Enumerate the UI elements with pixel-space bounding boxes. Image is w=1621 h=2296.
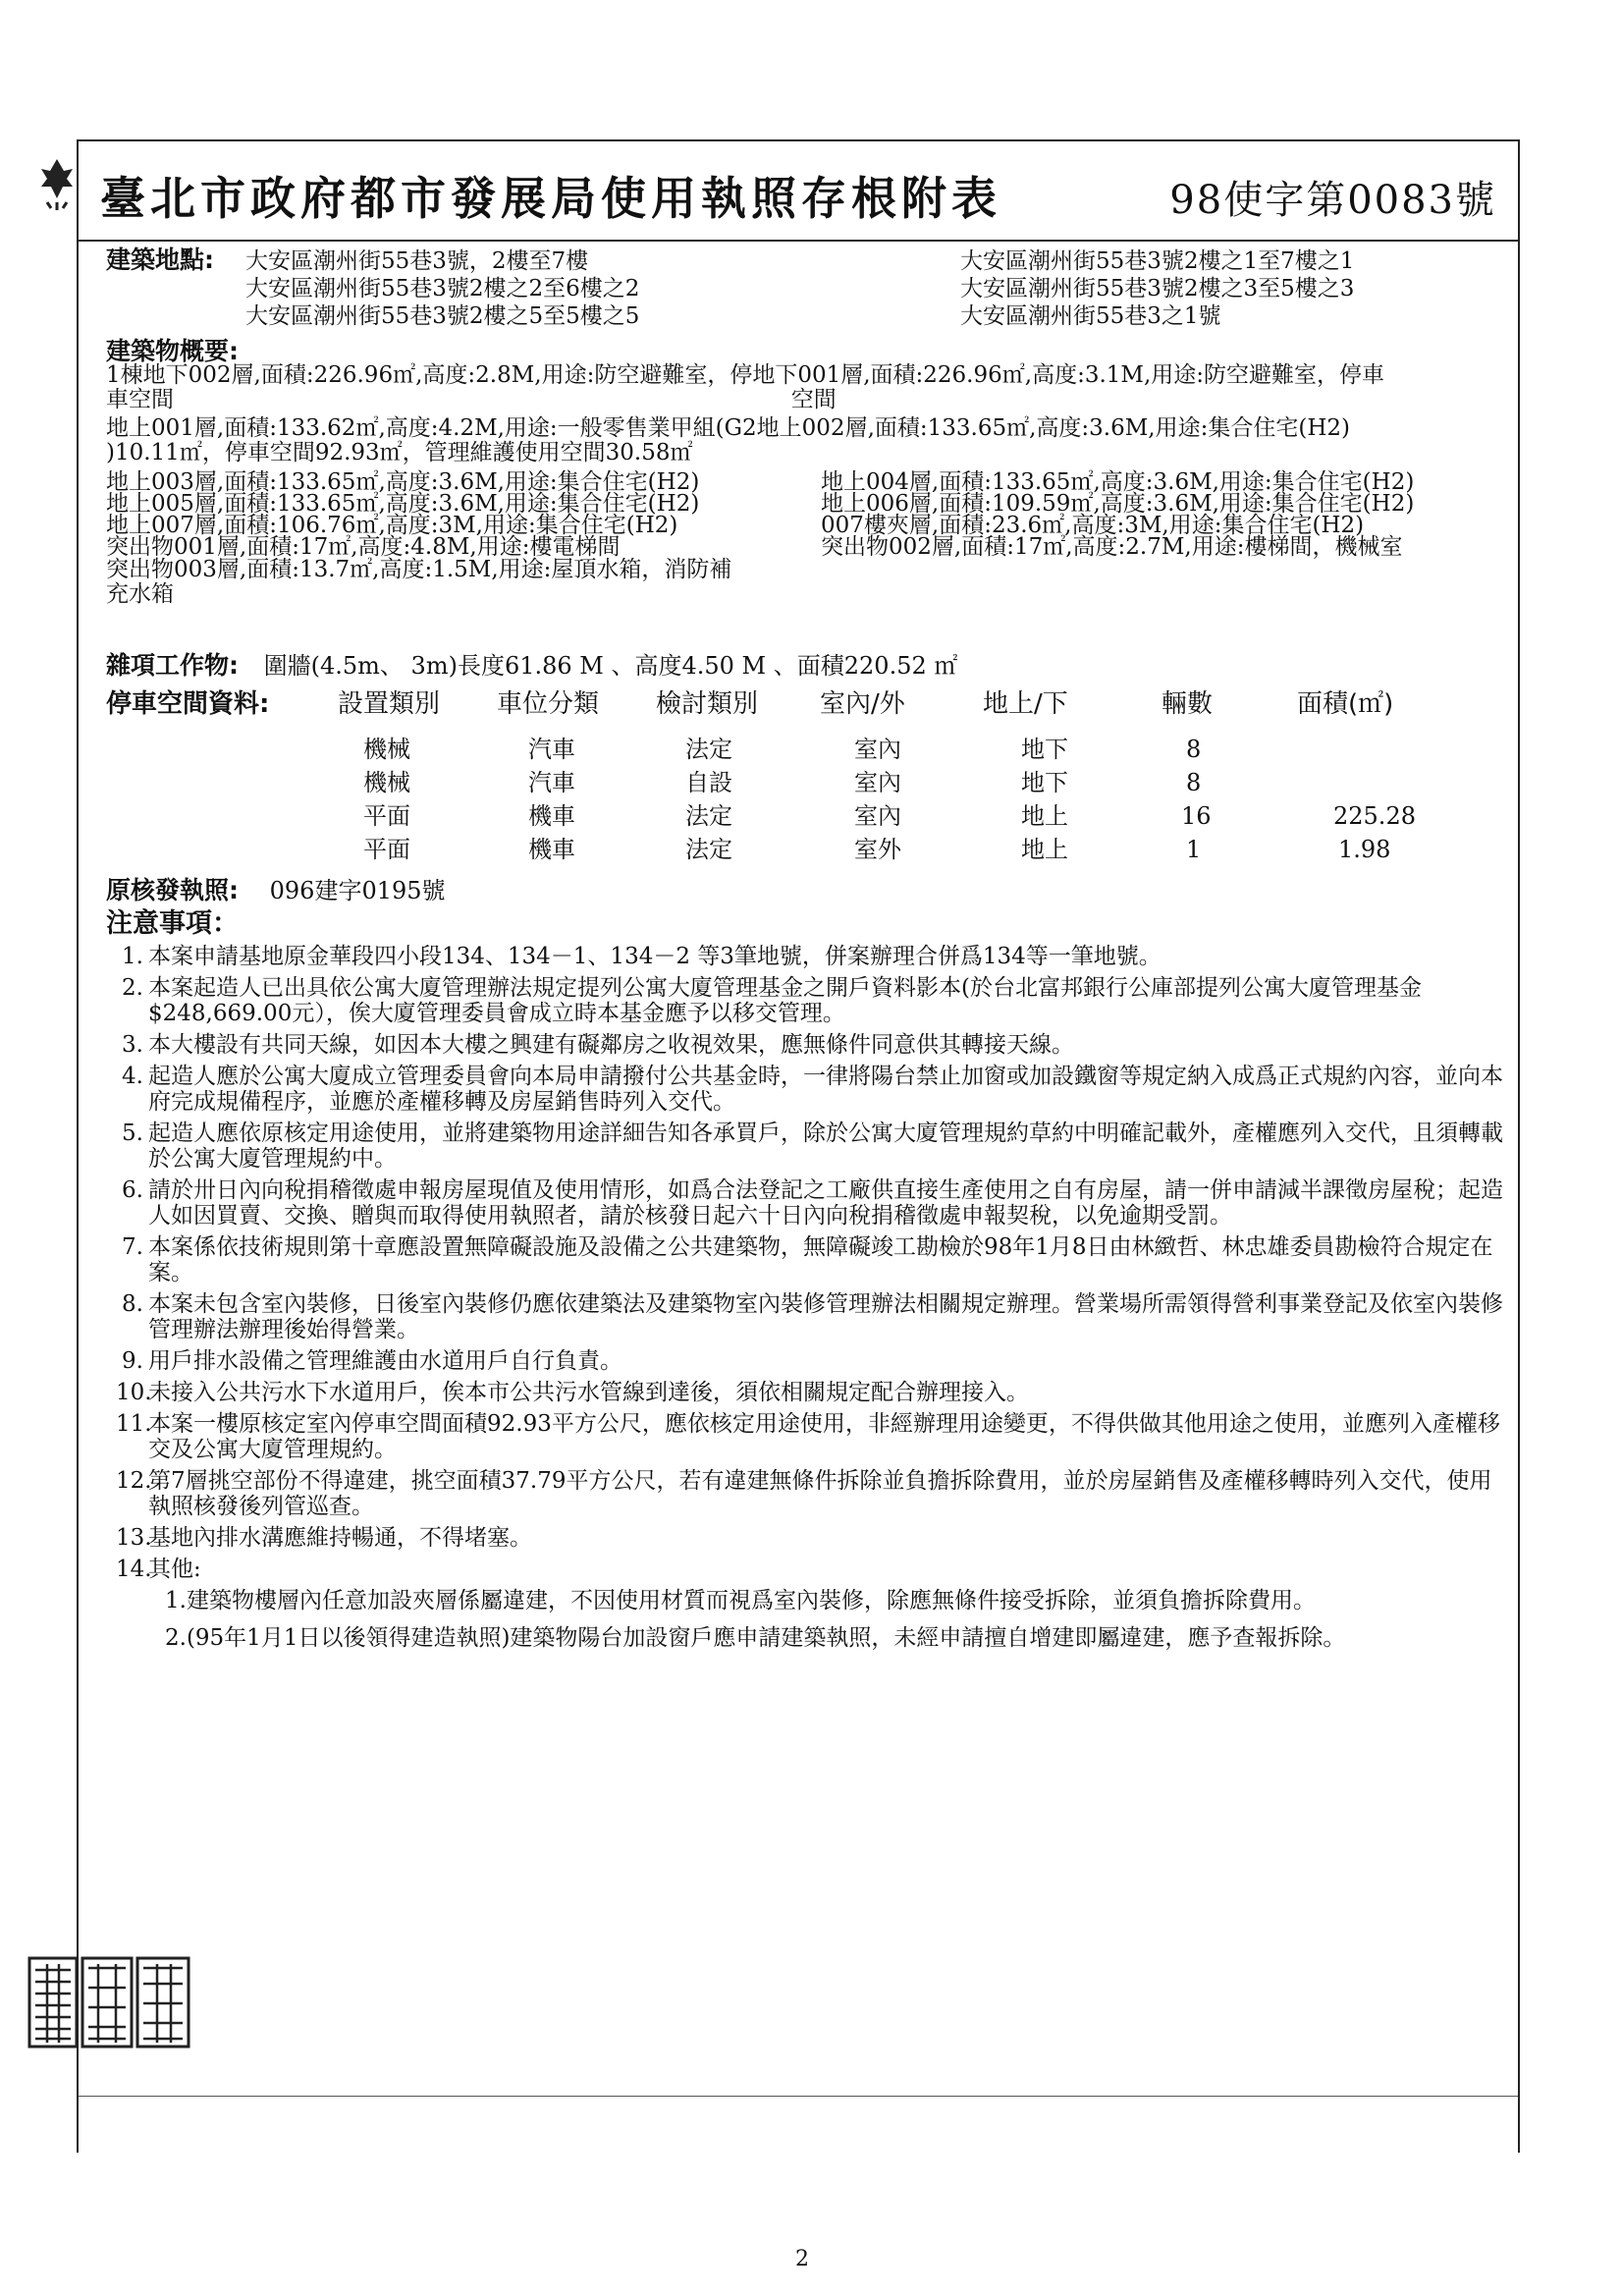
- address-section: [106, 247, 1504, 336]
- floor-info: 地上005層,面積:133.65㎡,高度:3.6M,用途:集合住宅(H2): [106, 491, 700, 517]
- address-line: 大安區潮州街55巷3之1號: [960, 303, 1221, 329]
- list-item-number: 4.: [122, 1064, 143, 1089]
- table-cell: 16: [1181, 802, 1212, 830]
- table-cell: 室外: [854, 836, 901, 863]
- list-item-number: 11.: [116, 1411, 152, 1437]
- list-item: [116, 1064, 1504, 1115]
- address-line: 大安區潮州街55巷3號2樓之1至7樓之1: [960, 248, 1355, 274]
- table-cell: 室內: [854, 802, 901, 830]
- table-cell: 室內: [854, 736, 901, 763]
- list-item-text: 第7層挑空部份不得違建，挑空面積37.79平方公尺，若有違建無條件拆除並負擔拆除費用，並於房屋銷售及產權移轉時列入交代，使用執照核發後列管巡查。: [148, 1468, 1492, 1519]
- list-item-number: 7.: [122, 1234, 143, 1260]
- floor-info: 地上004層,面積:133.65㎡,高度:3.6M,用途:集合住宅(H2): [821, 469, 1415, 495]
- floor-info: 突出物003層,面積:13.7㎡,高度:1.5M,用途:屋頂水箱，消防補: [106, 557, 732, 582]
- list-item: [116, 1525, 1504, 1551]
- list-item-number: 5.: [122, 1121, 143, 1146]
- table-header: 檢討類別: [656, 689, 759, 719]
- table-cell: 自設: [685, 769, 732, 796]
- list-item-text: 起造人應依原核定用途使用，並將建築物用途詳細告知各承買戶，除於公寓大廈管理規約草約中明確記載外，產權應列入交代，且須轉載於公寓大廈管理規約中。: [148, 1121, 1503, 1172]
- floor-info: 突出物002層,面積:17㎡,高度:2.7M,用途:樓梯間，機械室: [821, 534, 1403, 560]
- parking-label: 停車空間資料:: [106, 689, 270, 719]
- original-permit-value: 096建字0195號: [269, 877, 446, 904]
- building-line: 1棟地下002層,面積:226.96㎡,高度:2.8M,用途:防空避難室，停地下001層,面積:226.96㎡,高度:3.1M,用途:防空避難室，停車: [106, 362, 1385, 388]
- list-item-text: 基地內排水溝應維持暢通，不得堵塞。: [148, 1525, 532, 1551]
- address-line: 大安區潮州街55巷3號，2樓至7樓: [245, 248, 589, 274]
- list-item: [116, 1291, 1504, 1342]
- list-item-number: 3.: [122, 1032, 143, 1058]
- misc-label: 雜項工作物:: [106, 651, 239, 680]
- table-cell: 地上: [1021, 802, 1068, 830]
- table-cell: 機械: [363, 769, 410, 796]
- list-item-number: 6.: [122, 1177, 143, 1203]
- list-item: [116, 1411, 1504, 1462]
- misc-value: 圍牆(4.5m、 3m)長度61.86 M 、高度4.50 M 、面積220.52 ㎡: [263, 652, 958, 680]
- address-line: 大安區潮州街55巷3號2樓之3至5樓之3: [960, 276, 1355, 301]
- page-number: 2: [795, 2247, 809, 2271]
- original-permit-label: 原核發執照:: [106, 876, 239, 904]
- table-header: 設置類別: [338, 689, 441, 719]
- table-cell: 地下: [1021, 736, 1068, 763]
- table-cell: 1: [1186, 836, 1202, 863]
- table-cell: 8: [1186, 769, 1202, 796]
- document-frame: [77, 139, 1520, 2153]
- building-floor-row: [106, 493, 1504, 515]
- sub-list-item: 2.(95年1月1日以後領得建造執照)建築物陽台加設窗戶應申請建築執照，未經申請擅自增建即屬違建，應予查報拆除。: [165, 1625, 1346, 1651]
- notes-label: 注意事項：: [106, 908, 239, 939]
- table-cell: 法定: [685, 802, 732, 830]
- address-list-left: [245, 247, 639, 330]
- table-header: 地上/下: [983, 689, 1068, 719]
- list-item: [116, 1032, 1504, 1058]
- document-header: [79, 141, 1518, 242]
- list-item-text: 用戶排水設備之管理維護由水道用戶自行負責。: [148, 1348, 622, 1374]
- table-cell: 平面: [363, 836, 410, 863]
- table-cell: 汽車: [528, 736, 575, 763]
- floor-info: 地上007層,面積:106.76㎡,高度:3M,用途:集合住宅(H2): [106, 513, 678, 538]
- list-item-number: 14.: [116, 1557, 152, 1582]
- table-cell: 平面: [363, 802, 410, 830]
- list-item: [116, 1121, 1504, 1172]
- table-cell: 地下: [1021, 769, 1068, 796]
- address-line: 大安區潮州街55巷3號2樓之5至5樓之5: [245, 303, 640, 329]
- list-item-text: 本案係依技術規則第十章應設置無障礙設施及設備之公共建築物，無障礙竣工勘檢於98年1月8日由林緻哲、林忠雄委員勘檢符合規定在案。: [148, 1234, 1493, 1285]
- table-cell: 225.28: [1333, 802, 1416, 830]
- building-line: 車空間 空間: [106, 387, 837, 412]
- misc-section: [106, 653, 1504, 679]
- building-line: 地上001層,面積:133.62㎡,高度:4.2M,用途:一般零售業甲組(G2地上002層,面積:133.65㎡,高度:3.6M,用途:集合住宅(H2): [106, 415, 1350, 441]
- building-line: )10.11㎡，停車空間92.93㎡，管理維護使用空間30.58㎡: [106, 440, 693, 465]
- floor-info: 地上003層,面積:133.65㎡,高度:3.6M,用途:集合住宅(H2): [106, 469, 700, 495]
- table-cell: 8: [1186, 736, 1202, 763]
- list-item-text: 未接入公共污水下水道用戶，俟本市公共污水管線到達後，須依相關規定配合辦理接入。: [148, 1380, 1029, 1405]
- sub-list-item: 1.建築物樓層內任意加設夾層係屬違建，不因使用材質而視爲室內裝修，除應無條件接受拆除，並須負擔拆除費用。: [165, 1588, 1316, 1613]
- notes-section: [106, 908, 1504, 1663]
- address-list-right: [960, 247, 1354, 330]
- building-floor-row: [106, 536, 1504, 558]
- building-label: 建築物概要:: [106, 337, 239, 365]
- building-floor-row: [106, 471, 1504, 493]
- list-item-number: 1.: [122, 944, 143, 969]
- table-cell: 地上: [1021, 836, 1068, 863]
- list-item-number: 8.: [122, 1291, 143, 1317]
- list-item: [116, 1468, 1504, 1519]
- table-cell: 1.98: [1338, 836, 1391, 863]
- floor-info: 007樓夾層,面積:23.6㎡,高度:3M,用途:集合住宅(H2): [821, 513, 1365, 538]
- table-header: 室內/外: [820, 689, 905, 719]
- original-permit-section: [106, 878, 1504, 903]
- table-header: 車位分類: [497, 689, 600, 719]
- list-item-text: 請於卅日內向稅捐稽徵處申報房屋現值及使用情形，如爲合法登記之工廠供直接生產使用之自有房屋，請一併申請減半課徵房屋稅；起造人如因買賣、交換、贈與而取得使用執照者，請於核發日起六十日內向稅捐稽徵處申報契稅，以免逾期受罰。: [148, 1177, 1503, 1229]
- official-seal-icon: [26, 1954, 192, 2050]
- floor-info: 地上006層,面積:109.59㎡,高度:3.6M,用途:集合住宅(H2): [821, 491, 1415, 517]
- list-item: [116, 1557, 1504, 1582]
- address-line: 大安區潮州街55巷3號2樓之2至6樓之2: [245, 276, 640, 301]
- divider: [79, 2096, 1518, 2097]
- building-floor-row: [106, 515, 1504, 536]
- table-cell: 機車: [528, 836, 575, 863]
- list-item: [116, 1177, 1504, 1229]
- list-item-text: 起造人應於公寓大廈成立管理委員會向本局申請撥付公共基金時，一律將陽台禁止加窗或加設鐵窗等規定納入成爲正式規約內容，並向本府完成規備程序，並應於產權移轉及房屋銷售時列入交代。: [148, 1064, 1503, 1115]
- table-cell: 法定: [685, 736, 732, 763]
- list-item-text: 本案未包含室內裝修，日後室內裝修仍應依建築法及建築物室內裝修管理辦法相關規定辦理。營業場所需領得營利事業登記及依室內裝修管理辦法辦理後始得營業。: [148, 1291, 1503, 1342]
- table-cell: 機車: [528, 802, 575, 830]
- table-cell: 汽車: [528, 769, 575, 796]
- list-item-text: 本案起造人已出具依公寓大廈管理辦法規定提列公寓大廈管理基金之開戶資料影本(於台北富邦銀行公庫部提列公寓大廈管理基金$248,669.00元），俟大廈管理委員會成立時本基金應予以移交管理。: [148, 975, 1422, 1026]
- table-header: 輛數: [1162, 689, 1214, 719]
- list-item-number: 12.: [116, 1468, 152, 1494]
- building-floor-row: [106, 582, 1504, 607]
- floor-info: 突出物001層,面積:17㎡,高度:4.8M,用途:樓電梯間: [106, 534, 621, 560]
- list-item: [116, 944, 1504, 969]
- list-item: [116, 1380, 1504, 1405]
- table-header: 面積(㎡): [1297, 689, 1394, 719]
- table-cell: 機械: [363, 736, 410, 763]
- parking-table: [106, 689, 1504, 863]
- floor-info: 充水箱: [106, 581, 174, 607]
- list-item-number: 13.: [116, 1525, 152, 1551]
- list-item-number: 9.: [122, 1348, 143, 1374]
- table-cell: 室內: [854, 769, 901, 796]
- list-item-text: 本大樓設有共同天線，如因本大樓之興建有礙鄰房之收視效果，應無條件同意供其轉接天線。: [148, 1032, 1074, 1058]
- address-label: 建築地點:: [106, 246, 214, 274]
- list-item: [116, 1348, 1504, 1374]
- list-item: [116, 975, 1504, 1026]
- list-item-number: 10.: [116, 1380, 152, 1405]
- list-item-text: 其他:: [148, 1557, 201, 1582]
- city-emblem-icon: [37, 155, 77, 212]
- building-floor-row: [106, 558, 1504, 582]
- list-item-number: 2.: [122, 975, 143, 1001]
- notes-list: [106, 944, 1504, 1651]
- list-item-text: 本案申請基地原金華段四小段134、134－1、134－2 等3筆地號，併案辦理合併爲134等一筆地號。: [148, 944, 1162, 969]
- list-item: [116, 1234, 1504, 1285]
- building-section: [106, 339, 1504, 607]
- permit-number: 98使字第0083號: [1169, 178, 1496, 223]
- table-cell: 法定: [685, 836, 732, 863]
- page-title: 臺北市政府都市發展局使用執照存根附表: [100, 172, 1001, 225]
- list-item-text: 本案一樓原核定室內停車空間面積92.93平方公尺，應依核定用途使用，非經辦理用途變更，不得供做其他用途之使用，並應列入產權移交及公寓大廈管理規約。: [148, 1411, 1500, 1462]
